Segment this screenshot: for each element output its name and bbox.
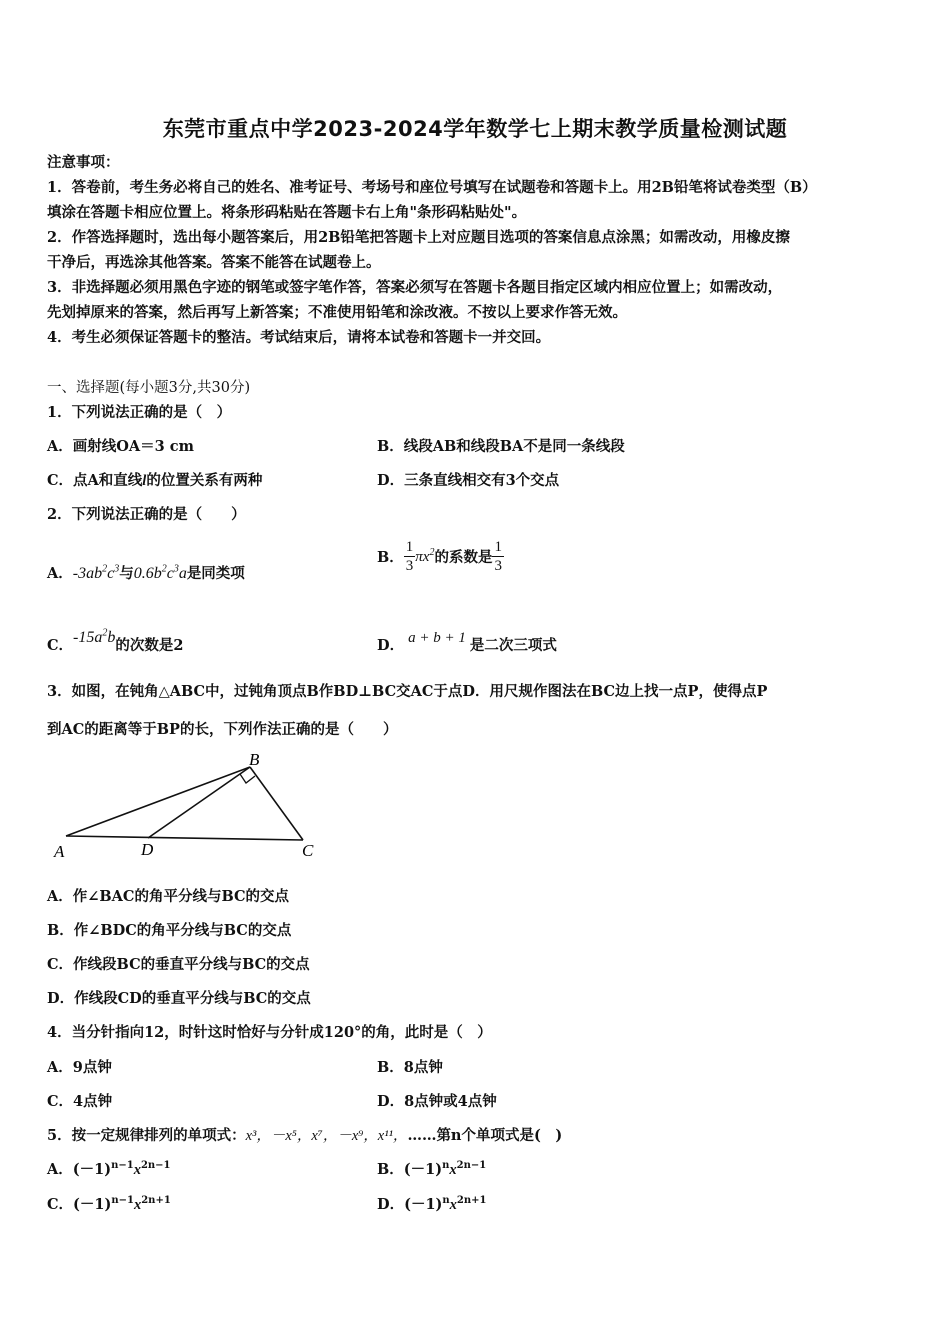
q5-option-c: C．$(-1)^{n-1}x^{2n+1}$ bbox=[47, 1195, 171, 1213]
segment-bd bbox=[148, 767, 250, 838]
q3-option-d: D．作线段CD的垂直平分线与BC的交点 bbox=[47, 990, 311, 1007]
label-a: A bbox=[54, 842, 65, 861]
label-b: B bbox=[249, 750, 260, 769]
note-line: 先划掉原来的答案，然后再写上新答案；不准使用铅笔和涂改液。不按以上要求作答无效。 bbox=[47, 304, 627, 321]
side-ac bbox=[66, 836, 303, 840]
question-2-stem: 2．下列说法正确的是（ ） bbox=[47, 506, 246, 523]
question-1-stem: 1．下列说法正确的是（ ） bbox=[47, 404, 232, 421]
q4-option-d: D．8点钟或4点钟 bbox=[377, 1093, 497, 1110]
question-3-stem-line1: 3．如图，在钝角△ABC中，过钝角顶点B作BD⊥BC交AC于点D．用尺规作图法在BC边上找一点P，使得点P bbox=[47, 683, 768, 700]
q5-option-d: D．$(-1)^nx^{2n+1}$ bbox=[377, 1195, 487, 1213]
q5-option-b: B．$(-1)^nx^{2n-1}$ bbox=[377, 1160, 487, 1178]
note-line: 填涂在答题卡相应位置上。将条形码粘贴在答题卡右上角"条形码粘贴处"。 bbox=[47, 204, 527, 221]
q4-option-b: B．8点钟 bbox=[377, 1059, 443, 1076]
page-title: 东莞市重点中学2023-2024学年数学七上期末教学质量检测试题 bbox=[162, 117, 788, 141]
question-3-stem-line2: 到AC的距离等于BP的长，下列作法正确的是（ ） bbox=[47, 721, 398, 738]
q2-option-b: B． $\frac{1}{3}$ $\pi x^2$的系数是 $\frac{1}{3}$ bbox=[377, 539, 502, 574]
right-angle-mark bbox=[240, 774, 255, 783]
note-line: 3．非选择题必须用黑色字迹的钢笔或签字笔作答，答案必须写在答题卡各题目指定区域内相应位置上；如需改动， bbox=[47, 279, 783, 296]
q1-option-c: C．点A和直线l的位置关系有两种 bbox=[47, 472, 263, 489]
side-ab bbox=[66, 767, 250, 836]
side-bc bbox=[250, 767, 303, 840]
q3-option-a: A．作∠BAC的角平分线与BC的交点 bbox=[47, 888, 290, 905]
label-d: D bbox=[141, 840, 154, 859]
triangle-figure bbox=[40, 745, 330, 870]
note-line: 2．作答选择题时，选出每小题答案后，用2B铅笔把答题卡上对应题目选项的答案信息点涂黑；如需改动，用橡皮擦 bbox=[47, 229, 790, 246]
q1-option-a: A．画射线OA＝3 cm bbox=[47, 438, 194, 455]
question-5-stem: 5．按一定规律排列的单项式：x³，－x⁵，x⁷，－x⁹，x¹¹，……第n个单项式是( ) bbox=[47, 1127, 563, 1144]
q1-option-d: D．三条直线相交有3个交点 bbox=[377, 472, 560, 489]
note-line: 4．考生必须保证答题卡的整洁。考试结束后，请将本试卷和答题卡一并交回。 bbox=[47, 329, 551, 346]
label-c: C bbox=[302, 841, 314, 860]
question-4-stem: 4．当分针指向12，时针这时恰好与分针成120°的角，此时是（ ） bbox=[47, 1024, 492, 1041]
q4-option-a: A．9点钟 bbox=[47, 1059, 112, 1076]
q2-option-d: D． a + b + 1 是二次三项式 bbox=[377, 630, 557, 654]
q4-option-c: C．4点钟 bbox=[47, 1093, 113, 1110]
q2-option-a: A．$-3ab^2c^3$与$0.6b^2c^3a$是同类项 bbox=[47, 563, 245, 582]
q3-option-c: C．作线段BC的垂直平分线与BC的交点 bbox=[47, 956, 310, 973]
notes-heading: 注意事项： bbox=[47, 154, 120, 171]
note-line: 1．答卷前，考生务必将自己的姓名、准考证号、考场号和座位号填写在试题卷和答题卡上。用2B铅笔将试卷类型（B） bbox=[47, 179, 817, 196]
q3-option-b: B．作∠BDC的角平分线与BC的交点 bbox=[47, 922, 292, 939]
note-line: 干净后，再选涂其他答案。答案不能答在试题卷上。 bbox=[47, 254, 381, 271]
section-heading: 一、选择题(每小题3分,共30分) bbox=[47, 380, 251, 396]
q1-option-b: B．线段AB和线段BA不是同一条线段 bbox=[377, 438, 625, 455]
q2-option-c: C．$-15a^2b$的次数是2 bbox=[47, 627, 184, 654]
q5-option-a: A．$(-1)^{n-1}x^{2n-1}$ bbox=[47, 1160, 171, 1178]
